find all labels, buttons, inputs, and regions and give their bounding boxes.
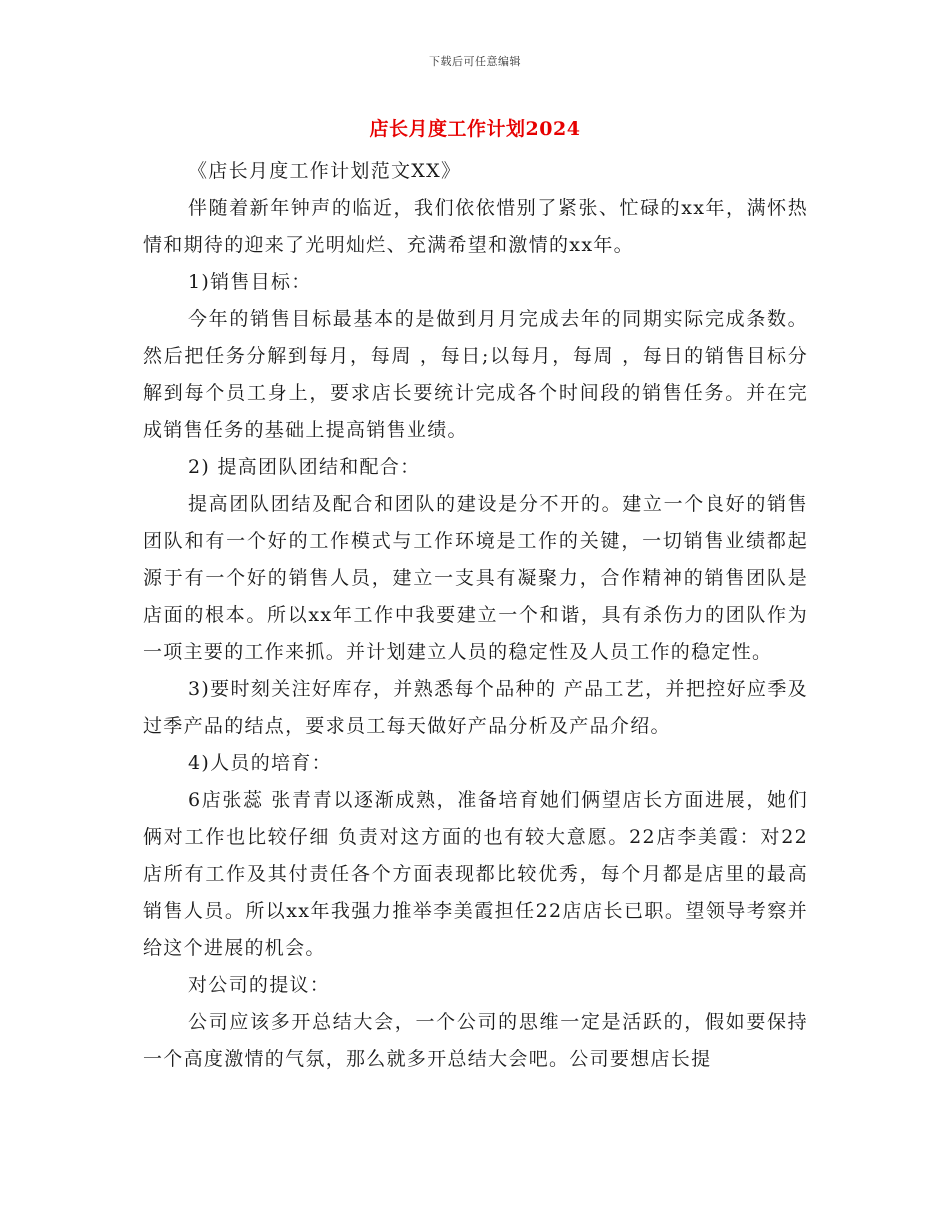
paragraph-teamwork: 提高团队团结及配合和团队的建设是分不开的。建立一个良好的销售团队和有一个好的工作模式与工作环境是工作的关键，一切销售业绩都起源于有一个好的销售人员，建立一支具有凝聚力，合作精神的销售团队是店面的根本。所以xx年工作中我要建立一个和谐，具有杀伤力的团队作为一项主要的工作来抓。并计划建立人员的稳定性及人员工作的稳定性。 [143,493,808,663]
paragraph-staff-training: 6店张蕊 张青青以逐渐成熟，准备培育她们俩望店长方面进展，她们俩对工作也比较仔细 负责对这方面的也有较大意愿。22店李美霞：对22店所有工作及其付责任各个方面表现都比较优秀，每个月都是店里的最高销售人员。所以xx年我强力推举李美霞担任22店店长已职。望领导考察并给这个进展的机会。 [143,789,808,959]
paragraph-sales-target: 今年的销售目标最基本的是做到月月完成去年的同期实际完成条数。然后把任务分解到每月，每周 ，每日;以每月，每周 ，每日的销售目标分解到每个员工身上，要求店长要统计完成各个时间段的销售任务。并在完成销售任务的基础上提高销售业绩。 [143,308,808,441]
section-heading-staff-training: 4)人员的培育： [188,752,332,774]
paragraph-intro: 伴随着新年钟声的临近，我们依依惜别了紧张、忙碌的xx年，满怀热情和期待的迎来了光明灿烂、充满希望和激情的xx年。 [143,197,808,256]
header-note: 下载后可任意编辑 [429,55,521,68]
section-heading-suggestions: 对公司的提议： [188,974,331,996]
document-body [143,153,808,1078]
paragraph-inventory: 3)要时刻关注好库存，并熟悉每个品种的 产品工艺，并把控好应季及过季产品的结点，要求员工每天做好产品分析及产品介绍。 [143,678,808,737]
section-heading-teamwork: 2) 提高团队团结和配合： [188,456,421,478]
section-heading-sales-target: 1)销售目标： [188,271,312,293]
paragraph-suggestions: 公司应该多开总结大会，一个公司的思维一定是活跃的，假如要保持一个高度激情的气氛，那么就多开总结大会吧。公司要想店长提 [143,1011,808,1070]
paragraph-subtitle: 《店长月度工作计划范文XX》 [188,160,462,182]
document-title: 店长月度工作计划2024 [369,118,581,140]
